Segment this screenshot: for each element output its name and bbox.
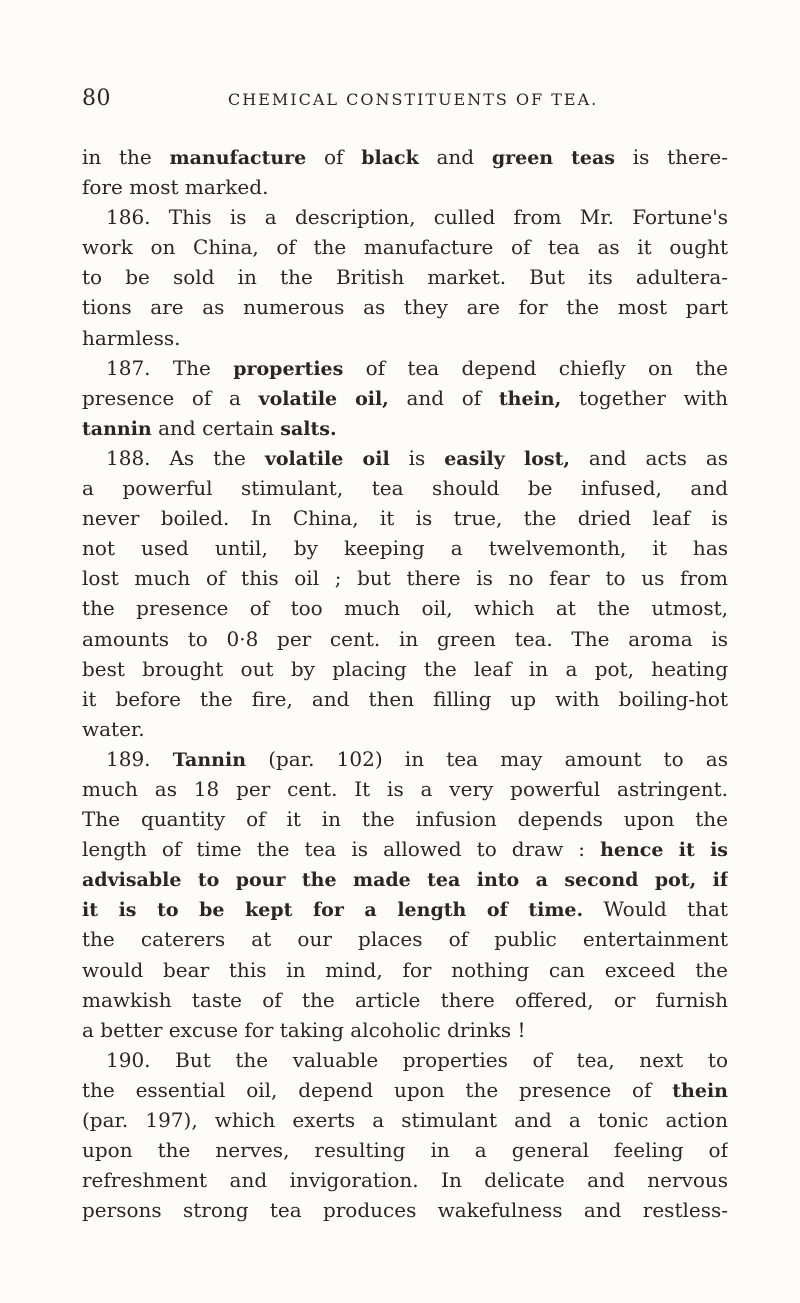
text-line: tions are as numerous as they are for the most part [82,295,728,320]
text-line: never boiled. In China, it is true, the dried leaf is [82,506,728,531]
text-line: The quantity of it in the infusion depends upon the [82,807,728,832]
text-line: would bear this in mind, for nothing can exceed the [82,957,728,982]
paragraph-189: 189. Tannin (par. 102) in tea may amount to as [106,746,728,771]
paragraph-188: 188. As the volatile oil is easily lost, and acts as [106,445,728,470]
text-line: (par. 197), which exerts a stimulant and a tonic action [82,1108,728,1132]
paragraph-190: 190. But the valuable properties of tea, next to [106,1047,728,1072]
text-line: much as 18 per cent. It is a very powerful astringent. [82,776,728,801]
paragraph-187: 187. The properties of tea depend chiefly on the [106,355,728,380]
text-line: a better excuse for taking alcoholic drinks ! [82,1017,526,1042]
text-line: presence of a volatile oil, and of thein, together with [82,385,728,410]
text-line: advisable to pour the made tea into a second pot, if [82,869,728,892]
text-line: to be sold in the British market. But its adultera- [82,265,728,290]
text-line: refreshment and invigoration. In delicate and nervous [82,1168,728,1193]
text-line: best brought out by placing the leaf in a pot, heating [82,656,728,681]
text-line: amounts to 0·8 per cent. in green tea. The aroma is [82,626,728,651]
text-line: mawkish taste of the article there offered, or furnish [82,987,728,1012]
text-line: it is to be kept for a length of time. Would that [82,897,728,922]
text-line: the caterers at our places of public entertainment [82,927,728,952]
text-line: upon the nerves, resulting in a general feeling of [82,1138,728,1163]
text-line: lost much of this oil ; but there is no fear to us from [82,566,728,591]
text-line: work on China, of the manufacture of tea as it ought [82,235,728,260]
body-text [82,142,728,1225]
text-line: it before the fire, and then filling up with boiling-hot [82,686,728,711]
text-line: water. [82,716,145,741]
text-line: harmless. [82,325,181,350]
paragraph-186: 186. This is a description, culled from Mr. Fortune's [106,205,728,230]
text-line: length of time the tea is allowed to draw : hence it is [82,837,728,862]
running-head: CHEMICAL CONSTITUENTS OF TEA. [228,90,599,109]
text-line: persons strong tea produces wakefulness and restless- [82,1198,728,1223]
text-line: the essential oil, depend upon the presence of thein [82,1077,728,1102]
text-line: the presence of too much oil, which at the utmost, [82,596,728,621]
page-number: 80 [82,86,111,111]
text-line: tannin and certain salts. [82,415,337,440]
text-line: in the manufacture of black and green teas is there- [82,145,728,169]
text-line: fore most marked. [82,175,269,200]
page-header [82,86,722,116]
text-line: not used until, by keeping a twelvemonth, it has [82,536,728,561]
text-line: a powerful stimulant, tea should be infused, and [82,476,728,501]
